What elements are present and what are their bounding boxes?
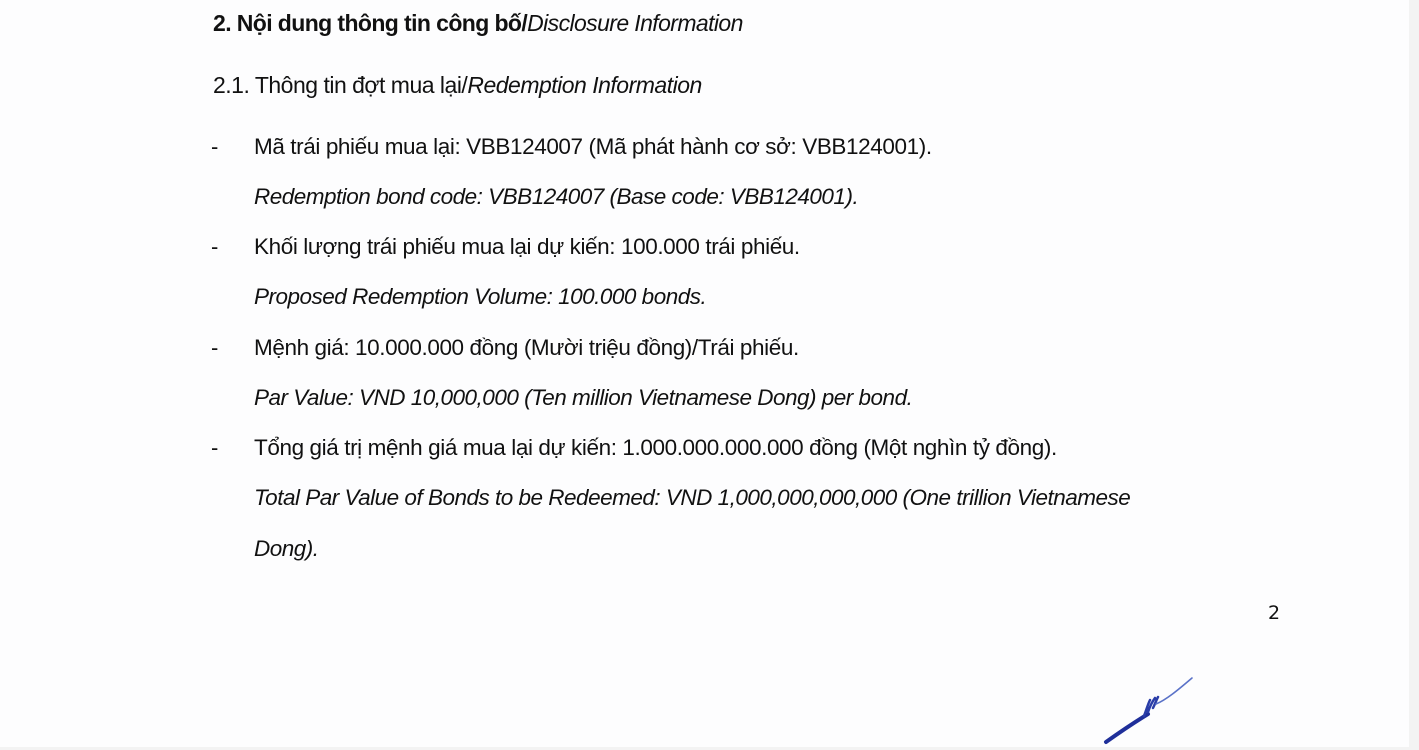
section-heading: [213, 10, 743, 37]
subsection-heading-en: Redemption Information: [467, 72, 702, 98]
section-heading-vi: 2. Nội dung thông tin công bố/: [213, 10, 528, 36]
bullet-dash: -: [211, 134, 219, 159]
item-total-value-vi: Tổng giá trị mệnh giá mua lại dự kiến: 1.000.000.000.000 đồng (Một nghìn tỷ đồng).: [254, 435, 1057, 460]
bullet-dash: -: [211, 335, 219, 360]
item-bond-code-vi: Mã trái phiếu mua lại: VBB124007 (Mã phát hành cơ sở: VBB124001).: [254, 134, 932, 159]
item-volume-vi: Khối lượng trái phiếu mua lại dự kiến: 100.000 trái phiếu.: [254, 234, 800, 259]
page-number: 2: [1268, 602, 1281, 624]
bullet-dash: -: [211, 234, 219, 259]
item-par-value-vi: Mệnh giá: 10.000.000 đồng (Mười triệu đồng)/Trái phiếu.: [254, 335, 799, 360]
item-volume-en: Proposed Redemption Volume: 100.000 bonds.: [254, 284, 707, 309]
subsection-heading-vi: 2.1. Thông tin đợt mua lại/: [213, 72, 468, 98]
item-total-value-en-cont: Dong).: [254, 536, 319, 561]
subsection-heading: [213, 72, 702, 99]
item-par-value-en: Par Value: VND 10,000,000 (Ten million Vietnamese Dong) per bond.: [254, 385, 913, 410]
section-heading-en: Disclosure Information: [527, 10, 743, 36]
item-bond-code-en: Redemption bond code: VBB124007 (Base code: VBB124001).: [254, 184, 859, 209]
item-total-value-en: Total Par Value of Bonds to be Redeemed: VND 1,000,000,000,000 (One trillion Vietnamese: [254, 485, 1131, 510]
signature-icon: [1100, 670, 1200, 750]
bullet-dash: -: [211, 435, 219, 460]
